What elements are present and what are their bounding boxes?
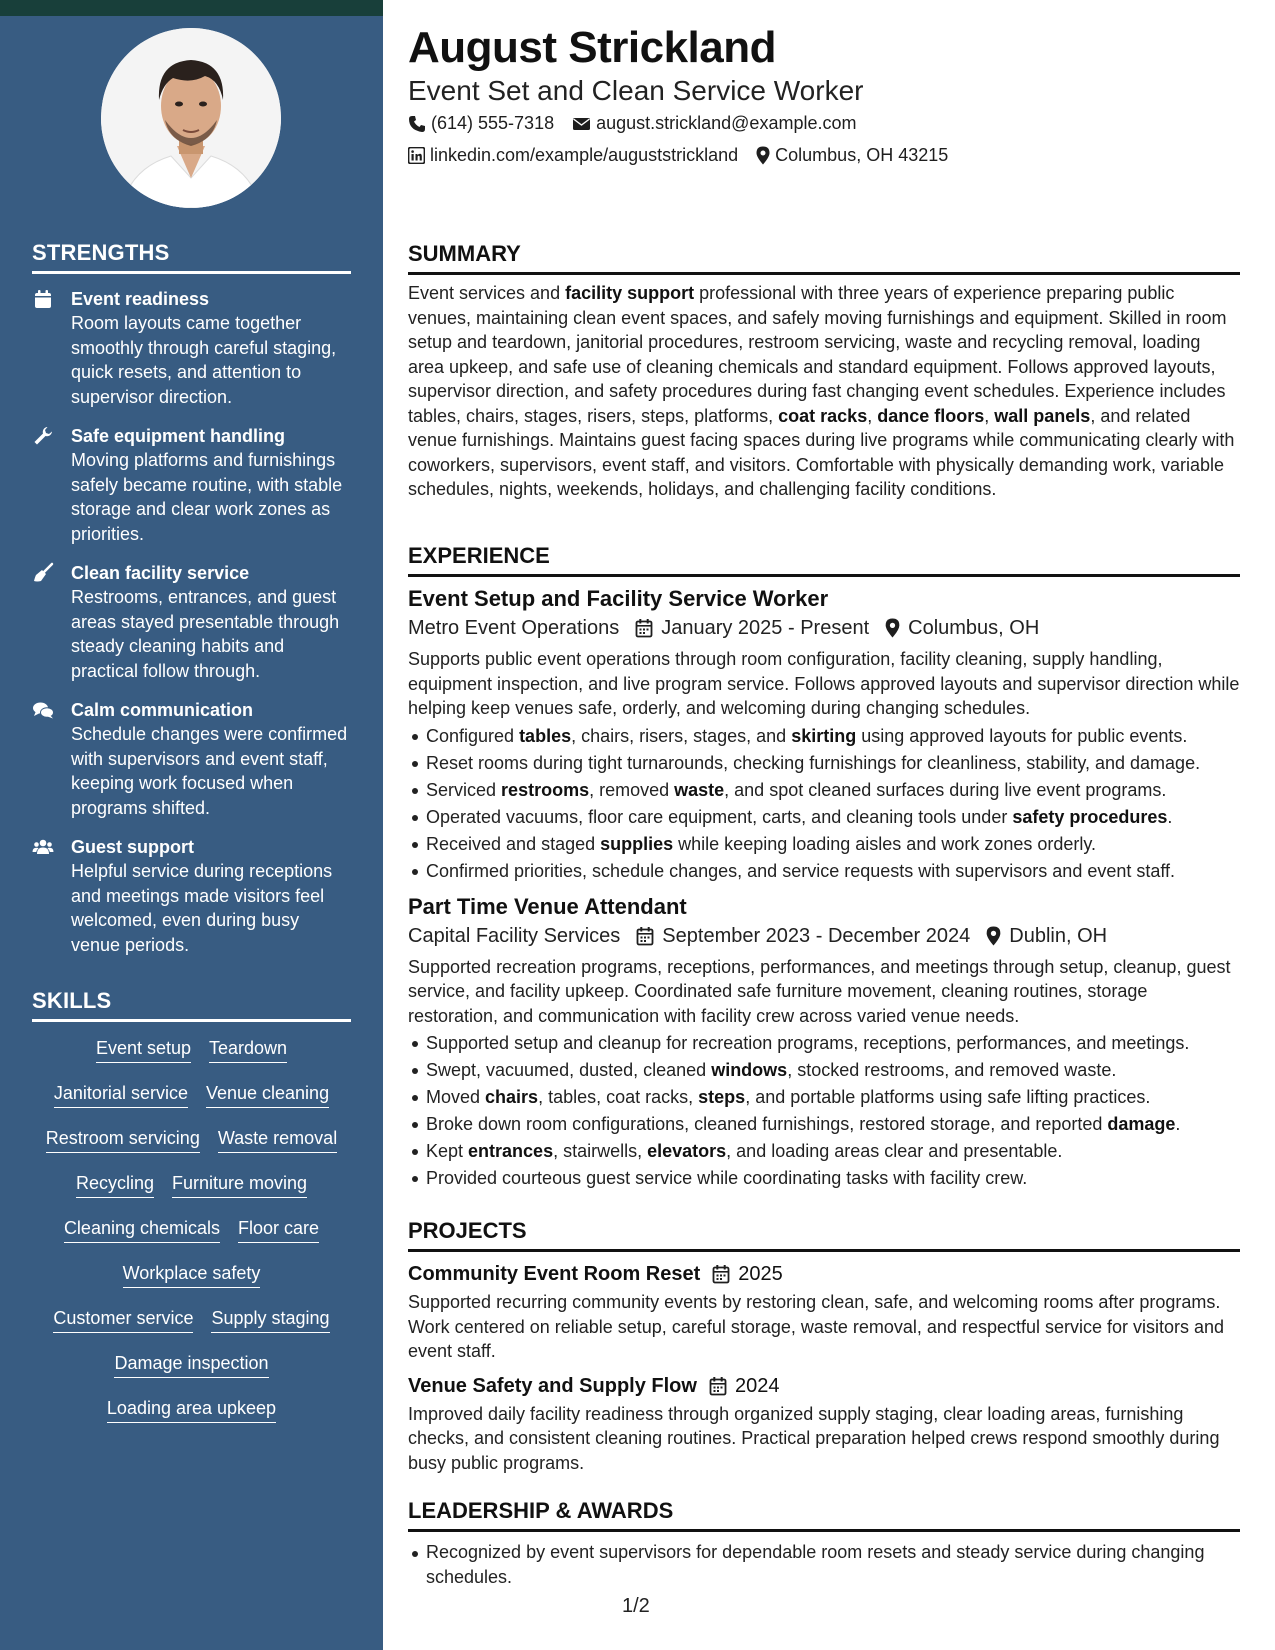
job-bullet: Operated vacuums, floor care equipment, carts, and cleaning tools under safety procedures. — [408, 804, 1240, 831]
job-entry — [408, 893, 1240, 1193]
project-description: Improved daily facility readiness through organized supply staging, clear loading areas, furnishing checks, and consistent cleaning routines. Practical preparation helped crews respond smoothly during busy public programs. — [408, 1403, 1220, 1473]
skill-row — [32, 1171, 351, 1216]
strength-item — [32, 424, 351, 546]
candidate-title: Event Set and Clean Service Worker — [408, 75, 864, 106]
skill-tag: Teardown — [209, 1036, 287, 1063]
strength-description: Room layouts came together smoothly through careful staging, quick resets, and attention to supervisor direction. — [71, 313, 337, 407]
project-year: 2024 — [734, 1374, 780, 1397]
skill-row — [32, 1351, 351, 1396]
job-bullets — [408, 723, 1240, 885]
users-icon — [32, 836, 54, 858]
awards-section — [408, 1497, 1240, 1590]
job-summary: Supported recreation programs, receptions, performances, and meetings through setup, cleanup, guest service, and facility upkeep. Coordinated safe furniture movement, cleaning routines, storage restoration, and communication with facility crew across varied venue needs. — [408, 956, 1231, 1026]
map-pin-icon — [986, 926, 1001, 946]
sidebar-top-bar — [0, 0, 383, 16]
linkedin-url: linkedin.com/example/auguststrickland — [430, 145, 739, 165]
calendar-icon — [636, 926, 654, 946]
strength-description: Moving platforms and furnishings safely became routine, with stable storage and clear work zones as priorities. — [71, 450, 343, 544]
phone-icon — [408, 115, 426, 133]
job-bullet: Broke down room configurations, cleaned furnishings, restored storage, and reported damage. — [408, 1111, 1240, 1138]
job-role: Event Setup and Facility Service Worker — [408, 586, 829, 611]
skill-tag: Waste removal — [218, 1126, 337, 1153]
calendar-icon — [635, 618, 653, 638]
skills-section — [32, 988, 351, 1441]
job-meta — [408, 613, 1240, 643]
job-bullet: Swept, vacuumed, dusted, cleaned windows, stocked restrooms, and removed waste. — [408, 1057, 1240, 1084]
location-text: Columbus, OH 43215 — [775, 145, 949, 165]
envelope-icon — [572, 116, 591, 132]
skill-row — [32, 1036, 351, 1081]
job-dates-wrap — [636, 921, 970, 951]
contact-line-2 — [408, 145, 966, 166]
strengths-heading: STRENGTHS — [32, 240, 351, 274]
project-year: 2025 — [738, 1263, 783, 1285]
phone-number: (614) 555-7318 — [431, 113, 555, 133]
skill-tag: Janitorial service — [54, 1081, 188, 1108]
candidate-name: August Strickland — [408, 23, 776, 72]
award-item: Recognized by event supervisors for dependable room resets and steady service during changing schedules. — [408, 1540, 1240, 1590]
job-bullet: Configured tables, chairs, risers, stages, and skirting using approved layouts for public events. — [408, 723, 1240, 750]
skill-row — [32, 1306, 351, 1351]
calendar-icon — [712, 1264, 730, 1284]
project-year-wrap — [709, 1372, 780, 1400]
job-company: Metro Event Operations — [408, 617, 620, 639]
strength-item — [32, 698, 351, 820]
job-role: Part Time Venue Attendant — [408, 893, 687, 919]
sidebar — [0, 0, 383, 1650]
job-bullet: Moved chairs, tables, coat racks, steps, and portable platforms using safe lifting practices. — [408, 1084, 1240, 1111]
awards-heading: LEADERSHIP & AWARDS — [408, 1497, 1240, 1532]
skill-row — [32, 1081, 351, 1126]
job-bullet: Reset rooms during tight turnarounds, checking furnishings for cleanliness, stability, and damage. — [408, 750, 1240, 777]
linkedin-icon — [408, 147, 425, 164]
strength-title: Calm communication — [71, 700, 254, 720]
skill-tag: Event setup — [96, 1036, 191, 1063]
job-location-wrap — [885, 613, 1039, 643]
skill-tag: Loading area upkeep — [107, 1396, 276, 1423]
skill-tag: Floor care — [238, 1216, 319, 1243]
skill-tag: Supply staging — [211, 1306, 329, 1333]
experience-heading: EXPERIENCE — [408, 542, 1240, 577]
skill-tag: Customer service — [53, 1306, 193, 1333]
skill-row — [32, 1126, 351, 1171]
skill-row — [32, 1396, 351, 1441]
summary-text: Event services and facility support professional with three years of experience preparing public venues, maintaining clean event spaces, and safely moving furnishings and equipment. Skilled in room setup and teardown, janitorial procedures, restroom servicing, waste and recycling removal, loading area upkeep, and safe use of cleaning chemicals and standard equipment. Follows approved layouts, supervisor direction, and safety procedures during fast changing event schedules. Experience includes tables, chairs, stages, risers, steps, platforms, coat racks, dance floors, wall panels, and related venue furnishings. Maintains guest facing spaces during live programs while communicating clearly with coworkers, supervisors, event staff, and visitors. Comfortable with physically demanding work, variable schedules, nights, weekends, holidays, and challenging facility conditions. — [408, 283, 1235, 499]
job-bullet: Serviced restrooms, removed waste, and spot cleaned surfaces during live event programs. — [408, 777, 1240, 804]
skill-tag: Damage inspection — [114, 1351, 268, 1378]
strength-description: Restrooms, entrances, and guest areas stayed presentable through steady cleaning habits and practical follow through. — [71, 587, 340, 681]
project-title: Community Event Room Reset — [408, 1263, 701, 1285]
job-location-wrap — [986, 921, 1107, 951]
skill-tag: Recycling — [76, 1171, 154, 1198]
strength-title: Safe equipment handling — [71, 426, 286, 446]
job-bullet: Received and staged supplies while keeping loading aisles and work zones orderly. — [408, 831, 1240, 858]
job-bullet: Kept entrances, stairwells, elevators, and loading areas clear and presentable. — [408, 1138, 1240, 1165]
page-number: 1/2 — [622, 1595, 650, 1617]
job-bullet: Supported setup and cleanup for recreation programs, receptions, performances, and meetings. — [408, 1030, 1240, 1057]
email-address: august.strickland@example.com — [596, 113, 857, 133]
project-year-wrap — [712, 1260, 783, 1288]
project-description: Supported recurring community events by restoring clean, safe, and welcoming rooms after programs. Work centered on reliable setup, careful storage, waste removal, and respectful service for visitors and event staff. — [408, 1292, 1225, 1361]
strength-item — [32, 287, 351, 409]
job-summary: Supports public event operations through room configuration, facility cleaning, supply handling, equipment inspection, and live program service. Follows approved layouts and supervisor direction while helping keep venues safe, orderly, and welcoming during changing schedules. — [408, 649, 1240, 718]
strength-description: Schedule changes were confirmed with supervisors and event staff, keeping work focused when programs shifted. — [71, 724, 348, 818]
skill-tag: Furniture moving — [172, 1171, 307, 1198]
phone-contact[interactable] — [408, 113, 554, 134]
job-company: Capital Facility Services — [408, 924, 621, 947]
job-dates: January 2025 - Present — [661, 617, 870, 639]
location-contact — [756, 145, 948, 166]
summary-section — [408, 240, 1240, 502]
calendar-icon — [32, 288, 54, 310]
strength-item — [32, 835, 351, 957]
skills-list — [32, 1036, 351, 1441]
job-entry — [408, 585, 1240, 885]
profile-photo — [101, 28, 281, 208]
chat-icon — [32, 699, 54, 721]
skills-heading: SKILLS — [32, 988, 351, 1022]
projects-section — [408, 1217, 1240, 1475]
skill-tag: Restroom servicing — [46, 1126, 200, 1153]
skill-row — [32, 1216, 351, 1261]
job-dates: September 2023 - December 2024 — [662, 924, 971, 947]
job-bullet: Provided courteous guest service while coordinating tasks with facility crew. — [408, 1165, 1240, 1192]
job-bullets — [408, 1030, 1240, 1192]
projects-heading: PROJECTS — [408, 1217, 1240, 1252]
linkedin-contact[interactable] — [408, 145, 738, 166]
map-pin-icon — [885, 618, 900, 638]
project-title-row — [408, 1372, 1240, 1400]
email-contact[interactable] — [572, 113, 856, 134]
skill-tag: Venue cleaning — [206, 1081, 329, 1108]
awards-list — [408, 1540, 1240, 1590]
skill-tag: Workplace safety — [123, 1261, 261, 1288]
wrench-icon — [32, 425, 54, 447]
skill-tag: Cleaning chemicals — [64, 1216, 220, 1243]
strength-title: Guest support — [71, 837, 195, 857]
job-meta — [408, 921, 1240, 951]
skill-row — [32, 1261, 351, 1306]
project-title: Venue Safety and Supply Flow — [408, 1374, 697, 1397]
map-pin-icon — [756, 146, 770, 165]
strength-item — [32, 561, 351, 683]
calendar-icon — [709, 1376, 727, 1396]
job-bullet: Confirmed priorities, schedule changes, and service requests with supervisors and event staff. — [408, 858, 1240, 885]
broom-icon — [32, 562, 54, 584]
project-entry — [408, 1260, 1240, 1364]
summary-heading: SUMMARY — [408, 240, 1240, 275]
job-dates-wrap — [635, 613, 869, 643]
project-title-row — [408, 1260, 1240, 1288]
strength-title: Clean facility service — [71, 563, 250, 583]
experience-section — [408, 542, 1240, 1192]
job-location: Dublin, OH — [1009, 924, 1108, 947]
contact-line-1 — [408, 113, 874, 134]
strength-description: Helpful service during receptions and meetings made visitors feel welcomed, even during busy venue periods. — [71, 861, 333, 955]
strengths-section — [32, 240, 351, 957]
job-location: Columbus, OH — [908, 617, 1040, 639]
strength-title: Event readiness — [71, 289, 210, 309]
project-entry — [408, 1372, 1240, 1476]
